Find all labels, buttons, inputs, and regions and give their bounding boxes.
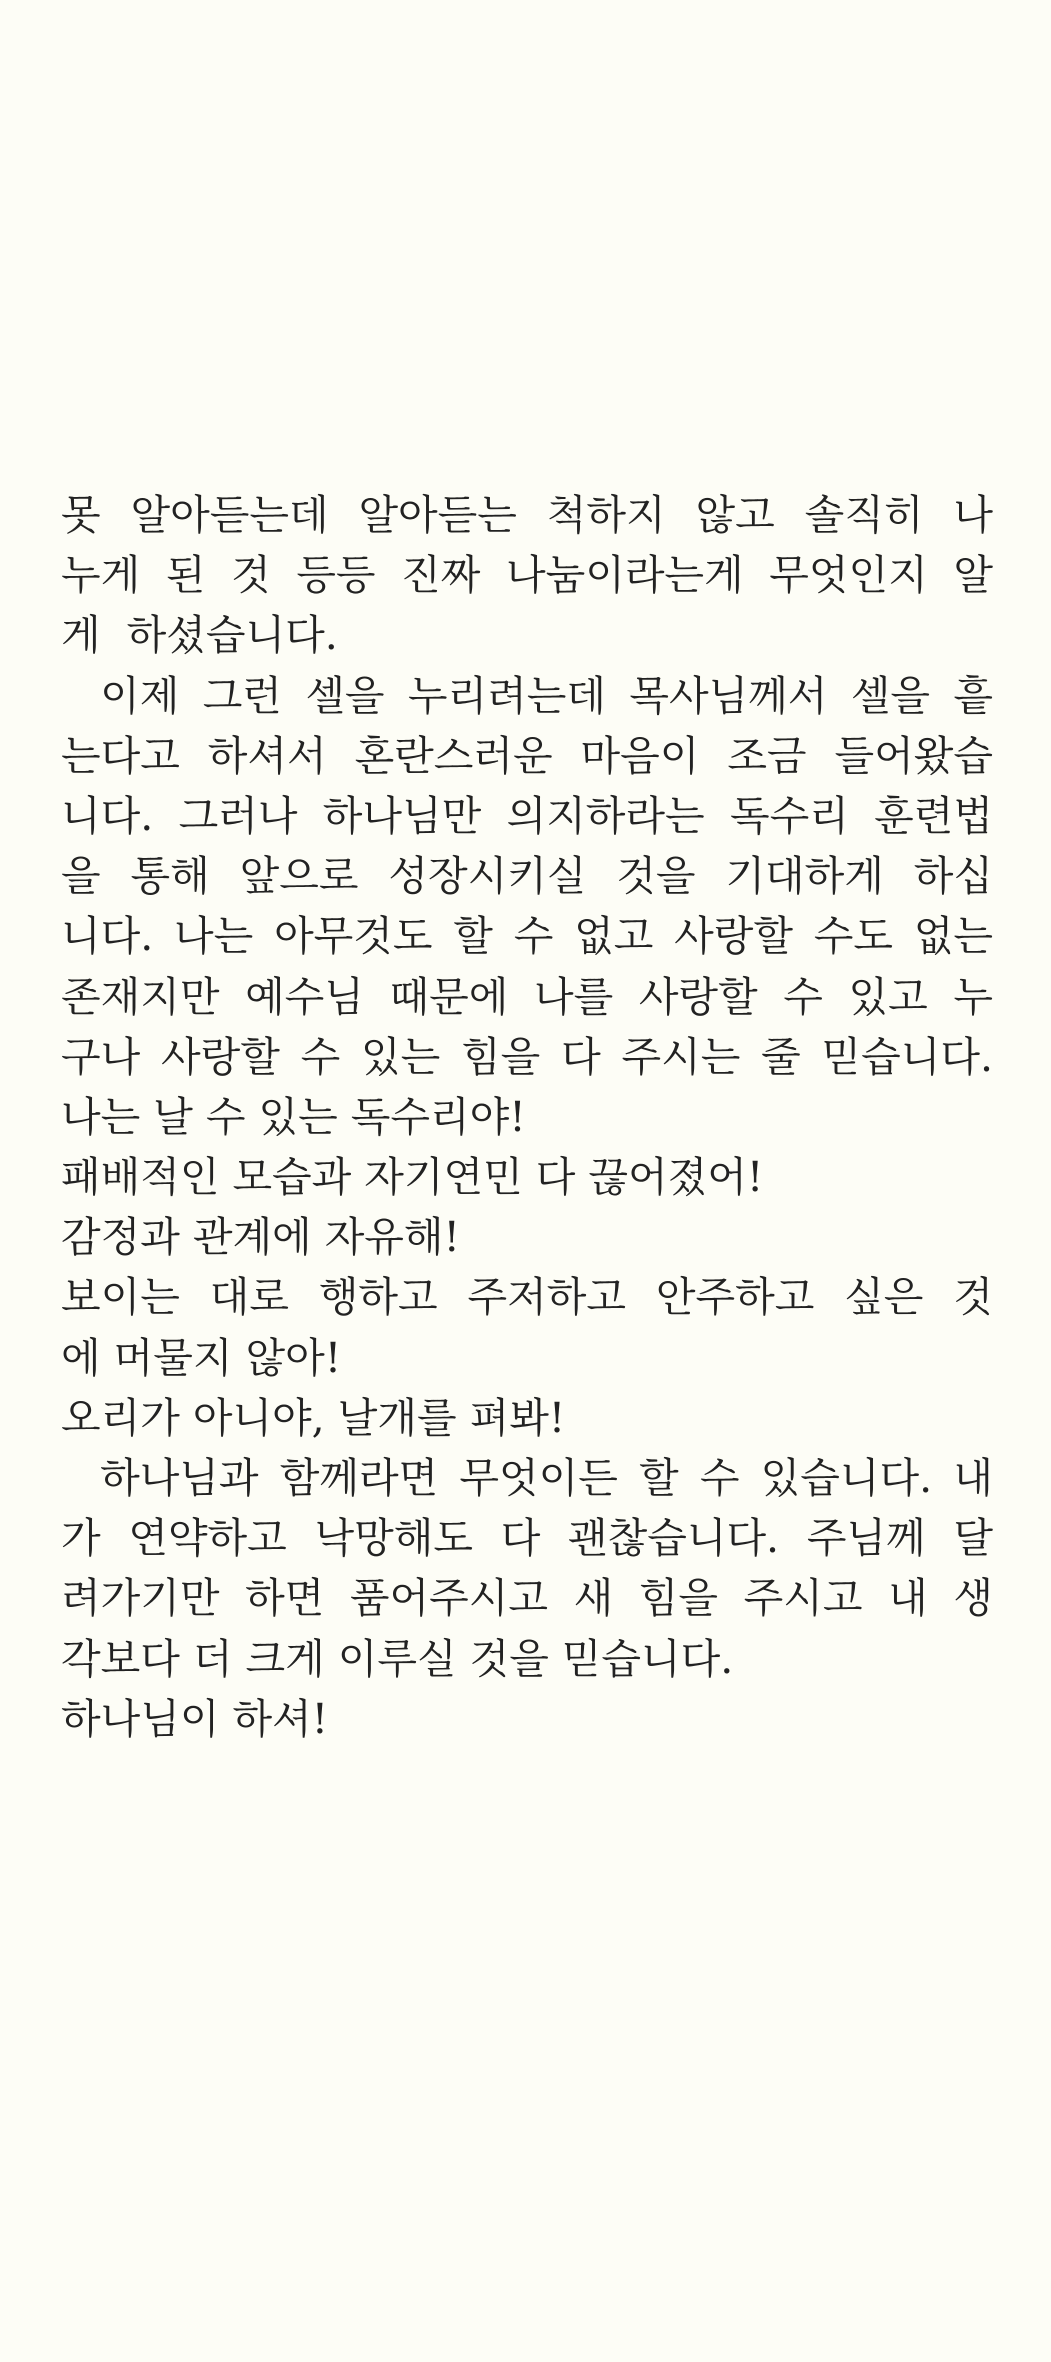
word: 힘을 (638, 1574, 719, 1623)
word: 힘을 (461, 1032, 541, 1081)
word: 하나님만 (322, 791, 482, 840)
word: 된 (165, 551, 206, 600)
word: 알아듣는데 (130, 491, 329, 539)
text-line (61, 726, 993, 786)
word: 있고 (848, 972, 928, 1021)
word: 생 (953, 1574, 993, 1623)
text-line (61, 1027, 993, 1087)
word: 셀을 (850, 671, 930, 720)
word: 때문에 (389, 972, 509, 1021)
text-line (61, 1448, 993, 1508)
word: 그러나 (178, 791, 298, 840)
word: 통해 (130, 852, 210, 901)
word: 무엇인지 (769, 551, 928, 600)
word: 마음이 (580, 731, 700, 780)
word: 못 (61, 491, 101, 539)
word: 할 (639, 1454, 679, 1502)
text-line: 각보다 더 크게 이루실 것을 믿습니다. (61, 1634, 734, 1683)
word: 할 (453, 912, 493, 961)
word: 낙망해도 (314, 1514, 473, 1563)
word: 아무것도 (274, 912, 433, 961)
word: 누게 (61, 551, 141, 600)
word: 나를 (533, 972, 614, 1021)
word: 나는 (174, 912, 254, 961)
word: 믿습니다. (821, 1032, 993, 1081)
word: 등등 (296, 551, 376, 600)
word: 함께라면 (279, 1454, 439, 1502)
word: 기대하게 (725, 852, 884, 901)
word: 것 (231, 551, 271, 600)
word: 누리려는데 (407, 671, 606, 720)
word: 목사님께서 (629, 671, 828, 720)
word: 행하고 (318, 1273, 438, 1322)
word: 수 (783, 972, 823, 1021)
word: 싶은 (844, 1273, 924, 1322)
text-line (61, 906, 993, 966)
word: 보이는 (61, 1273, 180, 1322)
word: 성장시키실 (388, 852, 587, 901)
word: 니다. (61, 912, 154, 961)
word: 알 (953, 551, 993, 600)
text-line (61, 485, 993, 545)
word: 것을 (616, 852, 696, 901)
word: 하나님과 (61, 1454, 259, 1502)
word: 있습니다. (760, 1454, 933, 1502)
word: 무엇이든 (459, 1454, 618, 1502)
text-line: 게 하셨습니다. (61, 611, 338, 660)
word: 누 (953, 972, 993, 1021)
text-line: 패배적인 모습과 자기연민 다 끊어졌어! (61, 1153, 764, 1202)
word: 다 (561, 1032, 601, 1081)
word: 셀을 (305, 671, 385, 720)
word: 않고 (695, 491, 775, 539)
text-line (61, 1508, 993, 1568)
word: 없고 (574, 912, 654, 961)
text-line (61, 786, 993, 846)
word: 는다고 (61, 731, 180, 780)
word: 구나 (61, 1032, 141, 1081)
word: 사랑할 (674, 912, 793, 961)
word: 들어왔습 (834, 731, 993, 780)
word: 주시고 (743, 1574, 863, 1623)
word: 을 (61, 852, 101, 901)
word: 없는 (913, 912, 993, 961)
text-line (61, 545, 993, 605)
word: 사랑할 (161, 1032, 280, 1081)
word: 가 (61, 1514, 101, 1563)
document-body (61, 485, 993, 1749)
word: 대로 (209, 1273, 289, 1322)
word: 흩 (953, 671, 993, 720)
word: 내 (953, 1454, 993, 1502)
word: 하면 (245, 1574, 325, 1623)
word: 수 (300, 1032, 341, 1081)
text-line: 나는 날 수 있는 독수리야! (61, 1092, 526, 1141)
word: 이제 (61, 671, 180, 720)
text-line: 하나님이 하셔! (61, 1694, 329, 1743)
text-line: 에 머물지 않아! (61, 1333, 342, 1382)
word: 조금 (727, 731, 807, 780)
text-line: 오리가 아니야, 날개를 펴봐! (61, 1393, 566, 1442)
text-line (61, 1267, 993, 1327)
word: 나 (953, 491, 993, 539)
word: 훈련법 (874, 791, 993, 840)
word: 품어주시고 (349, 1574, 548, 1623)
word: 수 (513, 912, 554, 961)
text-line (61, 1568, 993, 1628)
word: 있는 (361, 1032, 441, 1081)
word: 니다. (61, 791, 154, 840)
word: 새 (573, 1574, 614, 1623)
word: 존재지만 (61, 972, 220, 1021)
word: 혼란스러운 (354, 731, 553, 780)
word: 척하지 (546, 491, 666, 539)
word: 주님께 (806, 1514, 926, 1563)
word: 달 (953, 1514, 993, 1563)
word: 그런 (202, 671, 282, 720)
word: 진짜 (401, 551, 481, 600)
word: 수 (699, 1454, 740, 1502)
word: 의지하라는 (506, 791, 705, 840)
word: 것 (953, 1273, 993, 1322)
word: 하셔서 (207, 731, 327, 780)
word: 주시는 (621, 1032, 741, 1081)
word: 연약하고 (128, 1514, 287, 1563)
word: 려가기만 (61, 1574, 220, 1623)
word: 독수리 (729, 791, 849, 840)
text-line (61, 846, 993, 906)
text-line: 감정과 관계에 자유해! (61, 1213, 460, 1262)
word: 다 (500, 1514, 541, 1563)
word: 알아듣는 (358, 491, 517, 539)
word: 하십 (913, 852, 993, 901)
word: 내 (888, 1574, 928, 1623)
word: 나눔이라는게 (506, 551, 744, 600)
word: 사랑할 (638, 972, 758, 1021)
word: 앞으로 (239, 852, 359, 901)
word: 줄 (761, 1032, 801, 1081)
text-line (61, 967, 993, 1027)
word: 예수님 (245, 972, 364, 1021)
word: 안주하고 (655, 1273, 815, 1322)
word: 괜찮습니다. (568, 1514, 780, 1563)
word: 수도 (813, 912, 893, 961)
text-line (61, 666, 993, 726)
word: 주저하고 (467, 1273, 626, 1322)
word: 솔직히 (804, 491, 924, 539)
